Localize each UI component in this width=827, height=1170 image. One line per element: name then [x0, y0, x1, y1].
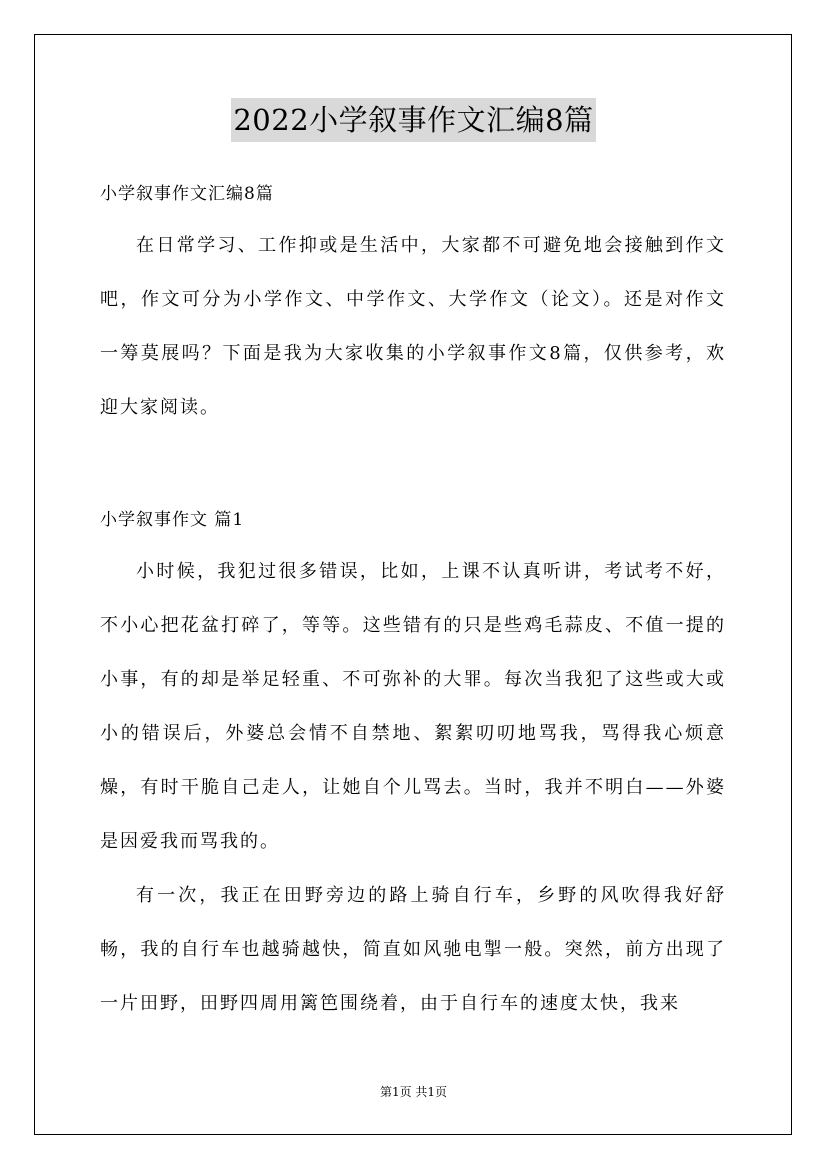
intro-paragraph: 在日常学习、工作抑或是生活中，大家都不可避免地会接触到作文吧，作文可分为小学作文、中学作文、大学作文（论文）。还是对作文一筹莫展吗？下面是我为大家收集的小学叙事作文8篇，仅供参考，欢迎大家阅读。 [100, 235, 726, 418]
page-footer: 第1页 共1页 [379, 1085, 448, 1099]
document-title: 2022小学叙事作文汇编8篇 [231, 98, 595, 142]
body-paragraph-1: 小时候，我犯过很多错误，比如，上课不认真听讲，考试考不好，不小心把花盆打碎了，等等。这些错有的只是些鸡毛蒜皮、不值一提的小事，有的却是举足轻重、不可弥补的大罪。每次当我犯了这些或大或小的错误后，外婆总会情不自禁地、絮絮叨叨地骂我，骂得我心烦意燥，有时干脆自己走人，让她自个儿骂去。当时，我并不明白——外婆是因爱我而骂我的。 [100, 561, 726, 852]
section-heading: 小学叙事作文 篇1 [100, 510, 245, 530]
body-paragraph-2: 有一次，我正在田野旁边的路上骑自行车，乡野的风吹得我好舒畅，我的自行车也越骑越快，简直如风驰电掣一般。突然，前方出现了一片田野，田野四周用篱笆围绕着，由于自行车的速度太快，我来 [100, 885, 726, 1014]
document-subtitle: 小学叙事作文汇编8篇 [100, 184, 274, 204]
title-wrap [0, 98, 827, 142]
